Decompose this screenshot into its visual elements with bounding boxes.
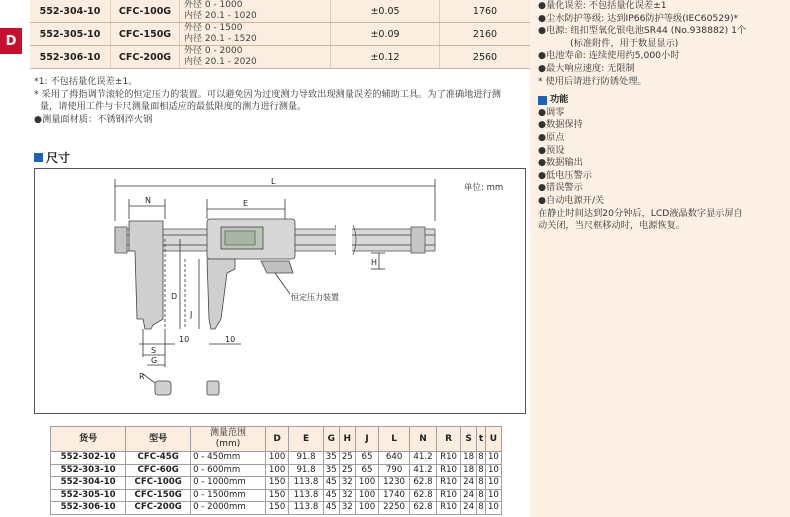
- top-cell-accuracy: ±0.05: [331, 0, 440, 23]
- spec-cell: 0 - 1000mm: [191, 477, 266, 490]
- top-cell-code: 552-305-10: [30, 23, 111, 46]
- spec-header-line: L: [391, 433, 397, 444]
- top-cell-range-inner: 内径 20.1 - 1520: [184, 34, 257, 44]
- spec-cell: 91.8: [289, 464, 323, 477]
- spec-cell: 0 - 450mm: [191, 452, 266, 465]
- top-cell-accuracy: ±0.12: [331, 46, 440, 69]
- top-cell-mass: 2560: [440, 46, 531, 69]
- spec-header-12: [477, 427, 486, 452]
- feature-item: ●预设: [538, 144, 565, 156]
- spec-cell: 113.8: [289, 502, 323, 515]
- top-cell-range-inner: 内径 20.1 - 2020: [184, 57, 257, 67]
- dimension-drawing: [34, 168, 526, 414]
- spec-header-line: 货号: [79, 433, 98, 444]
- spec-cell: 32: [339, 502, 355, 515]
- spec-cell: 790: [379, 464, 410, 477]
- spec-cell: CFC-200G: [126, 502, 191, 515]
- feature-item: ●低电压警示: [538, 169, 592, 181]
- spec-cell: 100: [355, 502, 378, 515]
- spec-cell: 552-304-10: [51, 477, 126, 490]
- section-title-dimensions: [34, 149, 70, 166]
- spec-header-10: [437, 427, 461, 452]
- spec-cell: 113.8: [289, 489, 323, 502]
- top-cell-range-outer: 外径 0 - 2000: [184, 46, 243, 56]
- spec-item: * 使用后请进行防锈处理。: [538, 75, 647, 87]
- top-cell-code: 552-304-10: [30, 0, 111, 23]
- spec-item: (标准附件，用于数显显示): [538, 37, 679, 49]
- dim-label-S: S: [151, 346, 157, 355]
- spec-cell: 150: [265, 489, 288, 502]
- top-cell-mass: 1760: [440, 0, 531, 23]
- feature-item: ●调零: [538, 106, 565, 118]
- spec-header-7: [355, 427, 378, 452]
- spec-item: ●尘水防护等级: 达到IP66防护等级(IEC60529)*: [538, 12, 739, 24]
- spec-header-line: 型号: [149, 433, 168, 444]
- spec-header-line: R: [445, 433, 453, 444]
- spec-item: ●电源: 纽扣型氧化银电池SR44 (No.938882) 1个: [538, 25, 747, 37]
- feature-item: 在静止时间达到20分钟后，LCD液晶数字显示屏自: [538, 207, 743, 219]
- spec-cell: 35: [323, 452, 339, 465]
- spec-row: [51, 477, 502, 490]
- top-cell-model: CFC-100G: [111, 0, 180, 23]
- spec-cell: 0 - 600mm: [191, 464, 266, 477]
- spec-cell: 65: [355, 464, 378, 477]
- spec-cell: CFC-150G: [126, 489, 191, 502]
- spec-header-line: S: [465, 433, 472, 444]
- spec-cell: 1740: [379, 489, 410, 502]
- spec-cell: 25: [339, 452, 355, 465]
- spec-header-11: [461, 427, 477, 452]
- spec-cell: 8: [478, 489, 484, 500]
- spec-cell: 100: [355, 489, 378, 502]
- spec-cell: 41.2: [409, 464, 436, 477]
- spec-cell: 62.8: [409, 502, 436, 515]
- dim-label-10b: 10: [225, 335, 236, 344]
- top-cell-code: 552-306-10: [30, 46, 111, 69]
- spec-cell: R10: [437, 502, 461, 515]
- top-table-row: [30, 23, 530, 46]
- spec-cell: 100: [265, 452, 288, 465]
- spec-cell: 24: [461, 502, 477, 515]
- spec-header-line: J: [365, 433, 369, 444]
- spec-header-3: [265, 427, 288, 452]
- spec-item: ●量化误差: 不包括量化误差±1: [538, 0, 667, 11]
- spec-header-line: E: [302, 433, 310, 444]
- spec-cell: 18: [461, 464, 477, 477]
- dim-label-N: N: [145, 196, 151, 205]
- spec-cell: R10: [437, 452, 461, 465]
- spec-cell: 8: [478, 502, 484, 513]
- top-cell-range-outer: 外径 0 - 1500: [184, 23, 243, 33]
- spec-cell: R10: [437, 489, 461, 502]
- blue-square-icon: [34, 153, 43, 162]
- top-table-row: [30, 46, 530, 69]
- spec-item: ●最大响应速度: 无限制: [538, 62, 635, 74]
- spec-cell: CFC-60G: [126, 464, 191, 477]
- spec-header-line: 测量范围: [210, 428, 247, 438]
- spec-cell: 10: [485, 502, 501, 515]
- spec-header-line: U: [489, 433, 498, 444]
- spec-cell: 552-305-10: [51, 489, 126, 502]
- spec-cell: 100: [355, 477, 378, 490]
- notes: [34, 76, 524, 126]
- spec-cell: 8: [478, 452, 484, 463]
- spec-cell: 113.8: [289, 477, 323, 490]
- spec-header-0: [51, 427, 126, 452]
- spec-header-line: (mm): [215, 439, 241, 449]
- spec-cell: 18: [461, 452, 477, 465]
- spec-row: [51, 452, 502, 465]
- spec-cell: 150: [265, 477, 288, 490]
- caliper-drawing-svg: [35, 169, 525, 413]
- spec-header-line: G: [327, 433, 335, 444]
- top-cell-range: [180, 0, 331, 23]
- dim-label-10a: 10: [179, 335, 190, 344]
- spec-header-line: D: [273, 433, 281, 444]
- top-spec-table: [30, 0, 530, 69]
- spec-cell: 62.8: [409, 477, 436, 490]
- spec-cell: 32: [339, 489, 355, 502]
- note-2: * 采用了拇指调节滚轮的恒定压力的装置。可以避免因为过度测力导致出现测量误差的辅助工具。为了准确地进行测: [34, 88, 501, 100]
- spec-cell: 1230: [379, 477, 410, 490]
- spec-cell: R10: [437, 464, 461, 477]
- spec-cell: 10: [485, 464, 501, 477]
- spec-header-9: [409, 427, 436, 452]
- spec-cell: 552-303-10: [51, 464, 126, 477]
- feature-item: ●自动电源开/关: [538, 194, 605, 206]
- top-cell-accuracy: ±0.09: [331, 23, 440, 46]
- side-nav: [0, 0, 22, 517]
- spec-cell: 100: [265, 464, 288, 477]
- dim-label-H: H: [371, 258, 378, 267]
- note-1: *1: 不包括量化误差±1。: [34, 76, 138, 87]
- spec-cell: 32: [339, 477, 355, 490]
- dimension-spec-table: [50, 426, 502, 515]
- spec-header-4: [289, 427, 323, 452]
- dim-label-E: E: [243, 199, 249, 208]
- spec-header-8: [379, 427, 410, 452]
- feature-item: 动关闭，当尺框移动时，电源恢复。: [538, 220, 685, 232]
- dim-label-L: L: [271, 177, 276, 186]
- constant-force-device-label: 恒定压力装置: [291, 293, 339, 302]
- note-3: 量，请使用工件与卡尺测量面相适应的最低限度的测力进行测量。: [34, 101, 307, 112]
- top-cell-range: [180, 23, 331, 46]
- spec-row: [51, 464, 502, 477]
- spec-cell: 0 - 2000mm: [191, 502, 266, 515]
- right-panel-content: [538, 0, 786, 233]
- top-cell-range-inner: 内径 20.1 - 1020: [184, 11, 257, 21]
- spec-cell: 41.2: [409, 452, 436, 465]
- feature-item: ●数据输出: [538, 157, 583, 169]
- top-cell-range: [180, 46, 331, 69]
- spec-cell: R10: [437, 477, 461, 490]
- spec-cell: 62.8: [409, 489, 436, 502]
- features-title-text: 功能: [550, 94, 569, 106]
- spec-cell: 24: [461, 477, 477, 490]
- spec-cell: 10: [485, 477, 501, 490]
- spec-header-5: [323, 427, 339, 452]
- note-4: ●测量面材质：不锈钢淬火钢: [34, 113, 153, 125]
- spec-row: [51, 489, 502, 502]
- spec-cell: 8: [478, 464, 484, 475]
- spec-cell: 10: [485, 452, 501, 465]
- feature-item: ●错误警示: [538, 182, 583, 194]
- top-cell-mass: 2160: [440, 23, 531, 46]
- spec-header-6: [339, 427, 355, 452]
- dim-label-D: D: [171, 292, 178, 301]
- spec-cell: 91.8: [289, 452, 323, 465]
- spec-header-line: t: [478, 433, 484, 444]
- top-table-row: [30, 0, 530, 23]
- spec-row: [51, 502, 502, 515]
- dim-label-R: R: [139, 372, 145, 381]
- dim-label-J: J: [190, 310, 193, 319]
- spec-header-1: [126, 427, 191, 452]
- spec-cell: 45: [323, 489, 339, 502]
- feature-item: ●原点: [538, 131, 565, 143]
- spec-cell: 10: [485, 489, 501, 502]
- spec-cell: CFC-100G: [126, 477, 191, 490]
- features-title: [538, 94, 786, 107]
- top-cell-range-outer: 外径 0 - 1000: [184, 0, 243, 10]
- top-cell-model: CFC-150G: [111, 23, 180, 46]
- feature-item: ●数据保持: [538, 119, 583, 131]
- spec-header-2: [191, 427, 266, 452]
- unit-label: 单位: mm: [464, 183, 504, 193]
- spec-cell: 552-306-10: [51, 502, 126, 515]
- spec-cell: CFC-45G: [126, 452, 191, 465]
- spec-header-line: H: [343, 433, 352, 444]
- spec-cell: 2250: [379, 502, 410, 515]
- spec-cell: 640: [379, 452, 410, 465]
- spec-cell: 150: [265, 502, 288, 515]
- spec-header-13: [485, 427, 501, 452]
- spec-cell: 8: [478, 477, 484, 488]
- section-title-text: 尺寸: [46, 151, 71, 165]
- top-cell-model: CFC-200G: [111, 46, 180, 69]
- spec-header-line: N: [419, 433, 427, 444]
- spec-cell: 25: [339, 464, 355, 477]
- blue-square-icon: [538, 96, 547, 105]
- spec-cell: 35: [323, 464, 339, 477]
- spec-cell: 552-302-10: [51, 452, 126, 465]
- spec-item: ●电池寿命: 连续使用约5,000小时: [538, 50, 680, 62]
- spec-cell: 0 - 1500mm: [191, 489, 266, 502]
- spec-cell: 24: [461, 489, 477, 502]
- spec-cell: 45: [323, 502, 339, 515]
- dim-label-G: G: [151, 356, 158, 365]
- spec-cell: 65: [355, 452, 378, 465]
- spec-cell: 45: [323, 477, 339, 490]
- section-tab-d[interactable]: D: [0, 28, 22, 54]
